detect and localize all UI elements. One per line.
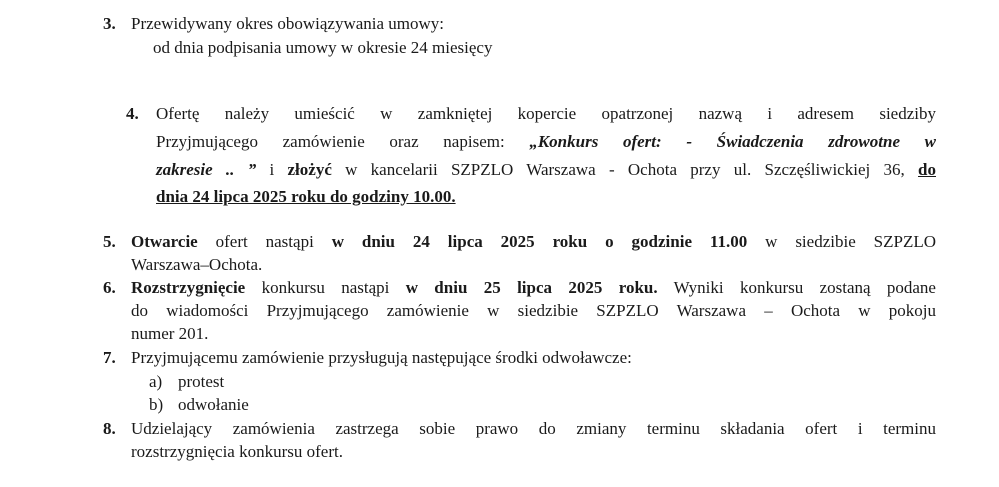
item-text: Rozstrzygnięcie konkursu nastąpi w dniu 25 lipca 2025 roku. Wyniki konkursu zostaną podane: [131, 278, 936, 297]
item-number: 6.: [103, 278, 116, 297]
subitem-label: a): [149, 372, 163, 391]
item-text: Warszawa–Ochota.: [131, 255, 263, 274]
item-text: rozstrzygnięcia konkursu ofert.: [131, 442, 343, 461]
item-text: Przewidywany okres obowiązywania umowy:: [131, 14, 445, 33]
item-number: 8.: [103, 419, 116, 438]
item-text: Przyjmującego zamówienie oraz napisem: „Konkurs ofert: - Świadczenia zdrowotne w: [156, 132, 936, 151]
item-text: Udzielający zamówienia zastrzega sobie prawo do zmiany terminu składania ofert i terminu: [131, 419, 936, 438]
item-text: numer 201.: [131, 324, 209, 343]
item-text: Otwarcie ofert nastąpi w dniu 24 lipca 2025 roku o godzinie 11.00 w siedzibie SZPZLO: [131, 232, 936, 251]
item-number: 3.: [103, 14, 116, 33]
item-number: 7.: [103, 348, 116, 367]
item-number: 4.: [126, 104, 139, 123]
item-text: Przyjmującemu zamówienie przysługują następujące środki odwoławcze:: [131, 348, 632, 367]
item-text: do wiadomości Przyjmującego zamówienie w siedzibie SZPZLO Warszawa – Ochota w pokoju: [131, 301, 936, 320]
item-text: zakresie .. ” i złożyć w kancelarii SZPZLO Warszawa - Ochota przy ul. Szczęśliwickiej 36, do: [156, 160, 936, 179]
item-number: 5.: [103, 232, 116, 251]
subitem-label: b): [149, 395, 164, 414]
subitem-text: protest: [178, 372, 225, 391]
item-text: od dnia podpisania umowy w okresie 24 miesięcy: [153, 38, 493, 57]
deadline-text: dnia 24 lipca 2025 roku do godziny 10.00.: [156, 187, 456, 206]
subitem-text: odwołanie: [178, 395, 249, 414]
item-text: Ofertę należy umieścić w zamkniętej kopercie opatrzonej nazwą i adresem siedziby: [156, 104, 936, 123]
